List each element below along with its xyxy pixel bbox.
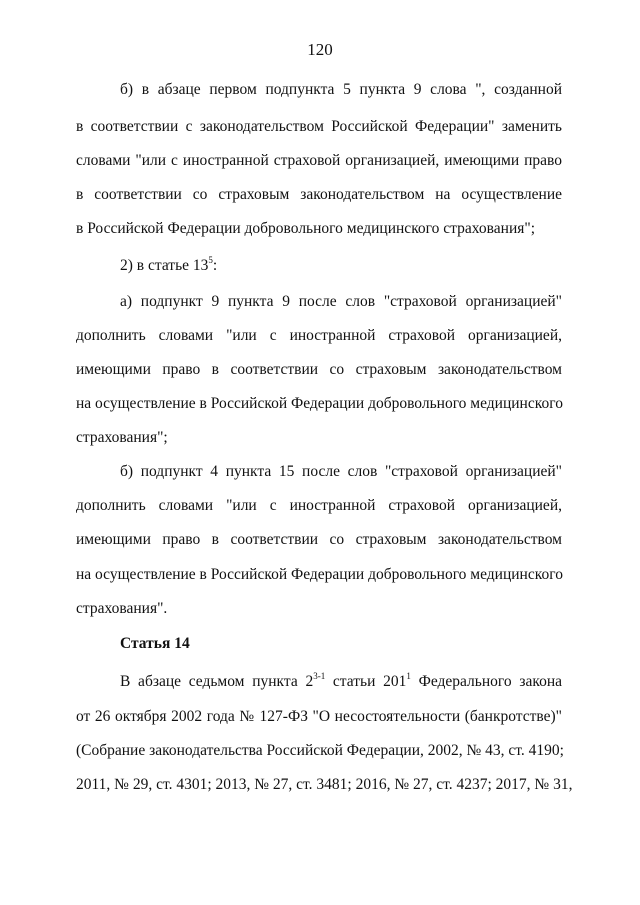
paragraph-line: в соответствии со страховым законодательством на осуществление xyxy=(76,186,562,203)
paragraph-line: б) в абзаце первом подпункта 5 пункта 9 слова ", созданной xyxy=(120,81,562,98)
page-number: 120 xyxy=(307,40,333,59)
paragraph-line: страхования"; xyxy=(76,429,168,446)
paragraph-line: на осуществление в Российской Федерации добровольного медицинского xyxy=(76,395,563,412)
article-heading: Статья 14 xyxy=(120,635,190,652)
paragraph-line: (Собрание законодательства Российской Федерации, 2002, № 43, ст. 4190; xyxy=(76,742,564,759)
paragraph-line: на осуществление в Российской Федерации добровольного медицинского xyxy=(76,566,563,583)
paragraph-line: 2011, № 29, ст. 4301; 2013, № 27, ст. 3481; 2016, № 27, ст. 4237; 2017, № 31, xyxy=(76,776,573,793)
paragraph-line: словами "или с иностранной страховой организацией, имеющими право xyxy=(76,152,562,169)
paragraph-line: страхования". xyxy=(76,600,168,617)
list-item-heading: 2) в статье $13^5$: xyxy=(120,255,218,274)
paragraph-line: б) подпункт 4 пункта 15 после слов "страховой организацией" xyxy=(120,463,562,480)
paragraph-line: В абзаце седьмом пункта 2$^{3-1}$ статьи $201^1$ Федерального закона xyxy=(120,671,562,690)
paragraph-line: дополнить словами "или с иностранной страховой организацией, xyxy=(76,497,562,514)
paragraph-line: в соответствии с законодательством Российской Федерации" заменить xyxy=(76,118,562,135)
paragraph-line: от 26 октября 2002 года № 127-ФЗ "О несостоятельности (банкротстве)" xyxy=(76,708,562,725)
paragraph-line: имеющими право в соответствии со страховым законодательством xyxy=(76,361,562,378)
paragraph-line: в Российской Федерации добровольного медицинского страхования"; xyxy=(76,220,536,237)
paragraph-line: дополнить словами "или с иностранной страховой организацией, xyxy=(76,327,562,344)
paragraph-line: имеющими право в соответствии со страховым законодательством xyxy=(76,531,562,548)
paragraph-line: а) подпункт 9 пункта 9 после слов "страховой организацией" xyxy=(120,293,562,310)
